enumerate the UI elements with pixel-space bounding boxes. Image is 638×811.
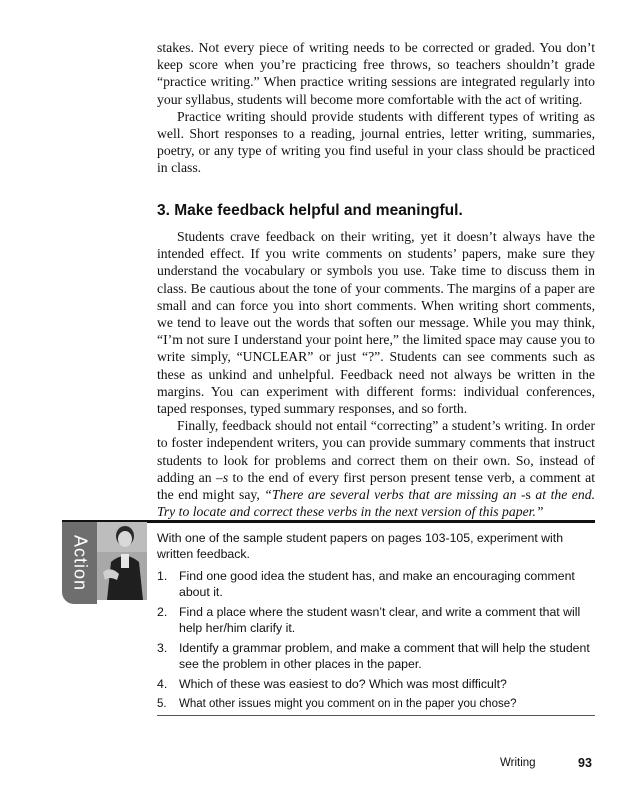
step-number: 4. — [157, 677, 168, 691]
intro-paragraph-2: Practice writing should provide students with different types of writing as well. Short responses to a reading, journal entries, letter writing, summaries, poetry, or any type of writing you find useful in your class should be practiced in class. — [157, 108, 595, 176]
step-text: Find one good idea the student has, and make an encouraging comment about it. — [179, 569, 575, 599]
action-steps — [157, 568, 595, 712]
step-number: 1. — [157, 569, 168, 583]
suffix-example: –s — [215, 469, 229, 485]
action-bottom-rule — [157, 715, 595, 716]
section-paragraph-2 — [157, 417, 595, 520]
action-step — [157, 696, 595, 712]
section-body — [157, 228, 595, 520]
section-paragraph-1: Students crave feedback on their writing, yet it doesn’t always have the intended effect. If you write comments on students’ papers, make sure they understand the vocabulary or symbols you use. Take time to discuss them in class. Be cautious about the tone of your comments. The margins of a paper are small and can force you into short comments. When writing short comments, we tend to leave out the words that soften our message. While you may think, “I’m not sure I understand your point here,” the limited space may cause you to write simply, “UNCLEAR” or just “?”. Students can see comments such as these as unkind and unhelpful. Feedback need not always be written in the margins. You can experiment with different forms: individual conferences, taped responses, typed summary responses, and so forth. — [157, 229, 595, 417]
step-text: What other issues might you comment on in the paper you chose? — [179, 698, 517, 710]
action-step — [157, 604, 595, 636]
action-step — [157, 676, 595, 692]
teacher-photo — [97, 522, 147, 600]
action-tab-label: Action — [70, 534, 91, 592]
example-comment-suffix: -s — [520, 487, 531, 503]
paragraph-2-start: Finally, feedback should not entail “correcting” a student’s writing. In order to foster independent writers, you can provide summary comments that instruct students to look for problems and correct them on their own. So, instead of adding an — [157, 418, 595, 485]
step-number: 5. — [157, 698, 167, 710]
action-intro: With one of the sample student papers on pages 103-105, experiment with written feedback. — [157, 531, 564, 561]
intro-text — [157, 39, 595, 177]
action-content — [157, 530, 595, 716]
step-text: Find a place where the student wasn’t clear, and write a comment that will help her/him clarify it. — [179, 605, 581, 635]
step-text: Identify a grammar problem, and make a comment that will help the student see the problem in other places in the paper. — [179, 641, 590, 671]
page-number: 93 — [578, 756, 592, 770]
intro-paragraph-1: stakes. Not every piece of writing needs to be corrected or graded. You don’t keep score when you’re practicing free throws, so teachers shouldn’t grade “practice writing.” When practice writing sessions are integrated regularly into your syllabus, students will become more comfortable with the act of writing. — [157, 40, 595, 107]
teacher-photo-illustration — [97, 522, 147, 600]
footer-section-label: Writing — [500, 757, 536, 769]
step-number: 2. — [157, 605, 168, 619]
step-number: 3. — [157, 641, 168, 655]
action-step — [157, 568, 595, 600]
paragraph-2-middle: to the end of every first person present tense verb, a comment at the end might say, — [157, 469, 595, 503]
section-header — [157, 202, 595, 220]
action-step — [157, 640, 595, 672]
example-comment-b: at the end. Try to locate and correct these verbs in the next version of this paper.” — [157, 487, 595, 520]
section-heading: 3. Make feedback helpful and meaningful. — [157, 202, 463, 219]
step-text: Which of these was easiest to do? Which was most difficult? — [179, 677, 507, 691]
example-comment-a: “There are several verbs that are missing an — [264, 487, 521, 503]
